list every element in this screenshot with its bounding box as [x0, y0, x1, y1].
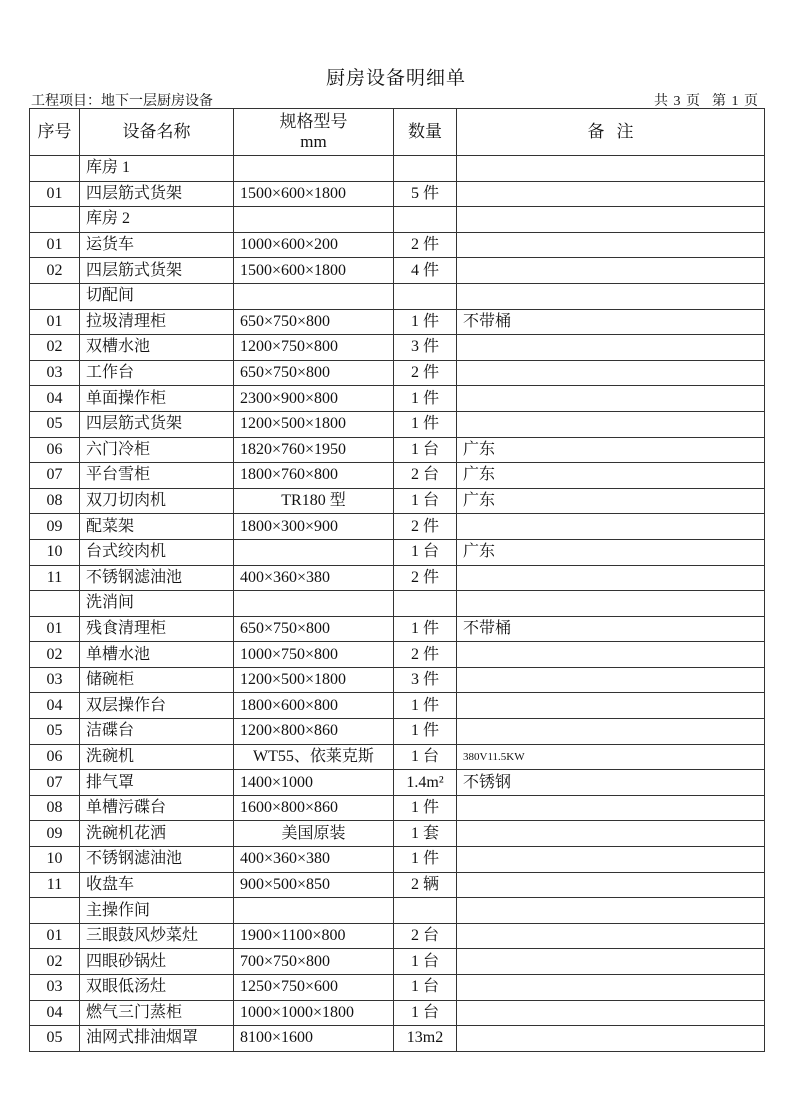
cell-name: 洗消间 — [80, 591, 234, 617]
cell-qty: 13m2 — [394, 1026, 457, 1052]
cell-qty — [394, 156, 457, 182]
cell-spec: 1800×300×900 — [234, 514, 394, 540]
cell-qty: 1 件 — [394, 693, 457, 719]
cell-name: 燃气三门蒸柜 — [80, 1000, 234, 1026]
cell-name: 油网式排油烟罩 — [80, 1026, 234, 1052]
cell-seq: 10 — [30, 539, 80, 565]
cell-qty: 2 件 — [394, 232, 457, 258]
header-qty: 数量 — [394, 109, 457, 156]
cell-qty: 3 件 — [394, 335, 457, 361]
table-row — [30, 667, 765, 693]
cell-spec: 1200×800×860 — [234, 719, 394, 745]
cell-name: 残食清理柜 — [80, 616, 234, 642]
cell-name: 双眼低汤灶 — [80, 975, 234, 1001]
document-title: 厨房设备明细单 — [325, 68, 466, 89]
cell-qty: 1 件 — [394, 616, 457, 642]
section-row — [30, 207, 765, 233]
cell-seq — [30, 156, 80, 182]
cell-spec: WT55、依莱克斯 — [234, 744, 394, 770]
cell-seq: 05 — [30, 411, 80, 437]
cell-seq: 08 — [30, 488, 80, 514]
table-row — [30, 181, 765, 207]
cell-note — [457, 411, 765, 437]
table-row — [30, 1026, 765, 1052]
cell-name: 洗碗机花洒 — [80, 821, 234, 847]
cell-note — [457, 591, 765, 617]
cell-qty: 5 件 — [394, 181, 457, 207]
cell-note — [457, 283, 765, 309]
cell-seq: 02 — [30, 335, 80, 361]
cell-qty — [394, 207, 457, 233]
section-row — [30, 283, 765, 309]
table-row — [30, 744, 765, 770]
page-info — [654, 90, 758, 110]
table-row — [30, 411, 765, 437]
cell-qty: 2 件 — [394, 565, 457, 591]
cell-seq: 02 — [30, 642, 80, 668]
cell-note: 380V11.5KW — [457, 744, 765, 770]
cell-note — [457, 232, 765, 258]
cell-name: 储碗柜 — [80, 667, 234, 693]
table-row — [30, 565, 765, 591]
cell-qty: 2 辆 — [394, 872, 457, 898]
cell-name: 六门冷柜 — [80, 437, 234, 463]
cell-seq: 04 — [30, 1000, 80, 1026]
cell-seq: 01 — [30, 309, 80, 335]
cell-note — [457, 719, 765, 745]
section-row — [30, 898, 765, 924]
cell-note — [457, 360, 765, 386]
table-row — [30, 923, 765, 949]
cell-qty: 1 台 — [394, 949, 457, 975]
cell-spec: 1000×1000×1800 — [234, 1000, 394, 1026]
cell-seq: 11 — [30, 872, 80, 898]
cell-spec: 1900×1100×800 — [234, 923, 394, 949]
cell-seq: 06 — [30, 744, 80, 770]
cell-seq: 01 — [30, 923, 80, 949]
table-row — [30, 616, 765, 642]
cell-note — [457, 898, 765, 924]
cell-seq: 02 — [30, 949, 80, 975]
cell-name: 平台雪柜 — [80, 463, 234, 489]
table-row — [30, 309, 765, 335]
cell-spec: 1200×750×800 — [234, 335, 394, 361]
cell-spec: 1500×600×1800 — [234, 181, 394, 207]
cell-name: 收盘车 — [80, 872, 234, 898]
cell-note — [457, 335, 765, 361]
cell-qty: 1 台 — [394, 488, 457, 514]
cell-spec: TR180 型 — [234, 488, 394, 514]
header-seq: 序号 — [30, 109, 80, 156]
header-note: 备 注 — [457, 109, 765, 156]
cell-seq: 01 — [30, 232, 80, 258]
cell-spec: 900×500×850 — [234, 872, 394, 898]
table-row — [30, 719, 765, 745]
table-row — [30, 795, 765, 821]
cell-note: 广东 — [457, 437, 765, 463]
cell-spec: 1500×600×1800 — [234, 258, 394, 284]
cell-name: 单槽污碟台 — [80, 795, 234, 821]
table-row — [30, 335, 765, 361]
cell-seq: 07 — [30, 770, 80, 796]
cell-note — [457, 642, 765, 668]
cell-qty: 1 件 — [394, 847, 457, 873]
cell-name: 排气罩 — [80, 770, 234, 796]
table-row — [30, 1000, 765, 1026]
cell-spec: 400×360×380 — [234, 847, 394, 873]
cell-spec — [234, 539, 394, 565]
cell-note: 不带桶 — [457, 616, 765, 642]
table-header-row — [30, 109, 765, 156]
cell-qty: 1 件 — [394, 386, 457, 412]
cell-note — [457, 795, 765, 821]
cell-qty — [394, 591, 457, 617]
table-row — [30, 872, 765, 898]
table-row — [30, 821, 765, 847]
cell-seq: 03 — [30, 975, 80, 1001]
cell-qty: 1 台 — [394, 539, 457, 565]
cell-spec: 650×750×800 — [234, 360, 394, 386]
cell-spec — [234, 591, 394, 617]
cell-note — [457, 1026, 765, 1052]
cell-spec: 1600×800×860 — [234, 795, 394, 821]
cell-spec — [234, 156, 394, 182]
header-name: 设备名称 — [80, 109, 234, 156]
table-row — [30, 975, 765, 1001]
cell-spec: 1250×750×600 — [234, 975, 394, 1001]
cell-note — [457, 156, 765, 182]
table-row — [30, 514, 765, 540]
cell-qty — [394, 898, 457, 924]
cell-note: 广东 — [457, 488, 765, 514]
cell-note — [457, 1000, 765, 1026]
cell-qty: 1 台 — [394, 975, 457, 1001]
cell-qty: 2 件 — [394, 360, 457, 386]
cell-name: 双层操作台 — [80, 693, 234, 719]
cell-spec: 8100×1600 — [234, 1026, 394, 1052]
cell-note — [457, 514, 765, 540]
table-row — [30, 360, 765, 386]
cell-qty: 2 件 — [394, 514, 457, 540]
cell-name: 库房 1 — [80, 156, 234, 182]
table-row — [30, 949, 765, 975]
cell-spec: 1000×750×800 — [234, 642, 394, 668]
table-row — [30, 463, 765, 489]
cell-qty: 3 件 — [394, 667, 457, 693]
cell-name: 库房 2 — [80, 207, 234, 233]
table-row — [30, 386, 765, 412]
cell-seq: 08 — [30, 795, 80, 821]
cell-note: 广东 — [457, 463, 765, 489]
cell-qty: 2 台 — [394, 463, 457, 489]
cell-seq — [30, 591, 80, 617]
header-spec-line1: 规格型号 — [279, 112, 348, 131]
cell-name: 四层筋式货架 — [80, 181, 234, 207]
cell-seq: 02 — [30, 258, 80, 284]
cell-note: 广东 — [457, 539, 765, 565]
cell-note — [457, 923, 765, 949]
cell-note: 不锈钢 — [457, 770, 765, 796]
equipment-table — [29, 108, 765, 1052]
cell-spec: 650×750×800 — [234, 309, 394, 335]
cell-name: 台式绞肉机 — [80, 539, 234, 565]
cell-spec: 2300×900×800 — [234, 386, 394, 412]
cell-note: 不带桶 — [457, 309, 765, 335]
cell-seq: 04 — [30, 386, 80, 412]
cell-seq — [30, 898, 80, 924]
table-row — [30, 437, 765, 463]
cell-name: 三眼鼓风炒菜灶 — [80, 923, 234, 949]
cell-name: 单槽水池 — [80, 642, 234, 668]
cell-seq: 05 — [30, 1026, 80, 1052]
cell-qty: 2 件 — [394, 642, 457, 668]
cell-spec: 400×360×380 — [234, 565, 394, 591]
cell-name: 双槽水池 — [80, 335, 234, 361]
cell-qty: 1.4m² — [394, 770, 457, 796]
cell-name: 洁碟台 — [80, 719, 234, 745]
cell-spec — [234, 898, 394, 924]
cell-qty: 1 件 — [394, 719, 457, 745]
cell-qty — [394, 283, 457, 309]
cell-note — [457, 667, 765, 693]
cell-name: 不锈钢滤油池 — [80, 847, 234, 873]
cell-spec: 1000×600×200 — [234, 232, 394, 258]
cell-spec: 1200×500×1800 — [234, 411, 394, 437]
page-total: 共 3 页 — [654, 94, 700, 109]
cell-seq: 09 — [30, 514, 80, 540]
cell-name: 工作台 — [80, 360, 234, 386]
cell-seq: 11 — [30, 565, 80, 591]
cell-name: 配菜架 — [80, 514, 234, 540]
cell-spec: 美国原装 — [234, 821, 394, 847]
cell-name: 双刀切肉机 — [80, 488, 234, 514]
cell-spec: 1200×500×1800 — [234, 667, 394, 693]
cell-name: 洗碗机 — [80, 744, 234, 770]
table-row — [30, 693, 765, 719]
cell-note — [457, 975, 765, 1001]
table-row — [30, 258, 765, 284]
cell-note — [457, 847, 765, 873]
cell-note — [457, 872, 765, 898]
page-current: 第 1 页 — [712, 94, 758, 109]
cell-seq — [30, 283, 80, 309]
cell-name: 不锈钢滤油池 — [80, 565, 234, 591]
table-row — [30, 642, 765, 668]
section-row — [30, 156, 765, 182]
cell-name: 单面操作柜 — [80, 386, 234, 412]
cell-seq — [30, 207, 80, 233]
cell-qty: 4 件 — [394, 258, 457, 284]
cell-seq: 03 — [30, 360, 80, 386]
cell-spec — [234, 207, 394, 233]
cell-seq: 04 — [30, 693, 80, 719]
section-row — [30, 591, 765, 617]
header-spec — [234, 109, 394, 156]
cell-qty: 1 套 — [394, 821, 457, 847]
cell-qty: 1 件 — [394, 795, 457, 821]
cell-seq: 01 — [30, 616, 80, 642]
cell-name: 运货车 — [80, 232, 234, 258]
cell-note — [457, 949, 765, 975]
cell-note — [457, 565, 765, 591]
cell-seq: 03 — [30, 667, 80, 693]
cell-seq: 06 — [30, 437, 80, 463]
cell-seq: 09 — [30, 821, 80, 847]
cell-spec: 1400×1000 — [234, 770, 394, 796]
cell-seq: 01 — [30, 181, 80, 207]
cell-spec: 700×750×800 — [234, 949, 394, 975]
cell-name: 四层筋式货架 — [80, 258, 234, 284]
header-spec-line2: mm — [300, 132, 327, 151]
table-row — [30, 770, 765, 796]
cell-qty: 1 件 — [394, 411, 457, 437]
cell-note — [457, 386, 765, 412]
cell-seq: 10 — [30, 847, 80, 873]
cell-spec: 1820×760×1950 — [234, 437, 394, 463]
cell-spec: 650×750×800 — [234, 616, 394, 642]
cell-qty: 1 台 — [394, 437, 457, 463]
table-row — [30, 488, 765, 514]
cell-qty: 1 台 — [394, 1000, 457, 1026]
cell-name: 四层筋式货架 — [80, 411, 234, 437]
cell-qty: 2 台 — [394, 923, 457, 949]
cell-seq: 05 — [30, 719, 80, 745]
cell-note — [457, 181, 765, 207]
cell-note — [457, 207, 765, 233]
table-row — [30, 539, 765, 565]
table-row — [30, 232, 765, 258]
cell-note — [457, 693, 765, 719]
table-row — [30, 847, 765, 873]
cell-name: 主操作间 — [80, 898, 234, 924]
cell-spec: 1800×760×800 — [234, 463, 394, 489]
cell-spec — [234, 283, 394, 309]
project-label: 工程项目：地下一层厨房设备 — [31, 94, 213, 109]
cell-spec: 1800×600×800 — [234, 693, 394, 719]
cell-note — [457, 821, 765, 847]
cell-qty: 1 台 — [394, 744, 457, 770]
cell-name: 切配间 — [80, 283, 234, 309]
cell-seq: 07 — [30, 463, 80, 489]
cell-name: 拉圾清理柜 — [80, 309, 234, 335]
cell-name: 四眼砂锅灶 — [80, 949, 234, 975]
cell-note — [457, 258, 765, 284]
cell-qty: 1 件 — [394, 309, 457, 335]
